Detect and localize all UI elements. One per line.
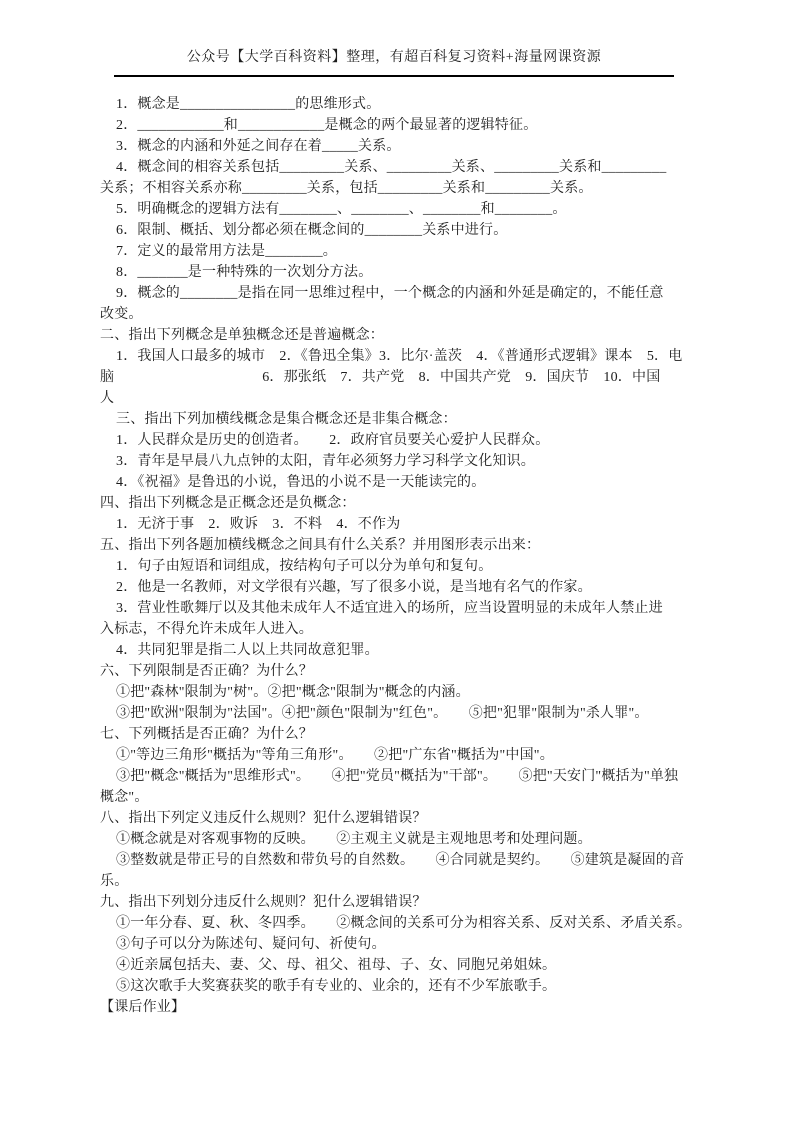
document-line: 5．明确概念的逻辑方法有________、________、________和________。: [116, 202, 567, 217]
document-line: 四、指出下列概念是正概念还是负概念：: [100, 496, 356, 511]
document-line: ①一年分春、夏、秋、冬四季。 ②概念间的关系可分为相容关系、反对关系、矛盾关系。: [116, 916, 692, 931]
document-line: 五、指出下列各题加横线概念之间具有什么关系？并用图形表示出来：: [100, 538, 541, 553]
document-line: 2．他是一名教师，对文学很有兴趣，写了很多小说，是当地有名气的作家。: [116, 580, 592, 595]
document-line: 9．概念的________是指在同一思维过程中，一个概念的内涵和外延是确定的，不能任意: [116, 286, 664, 301]
document-line: 2．____________和____________是概念的两个最显著的逻辑特征。: [116, 118, 538, 133]
document-line: ③整数就是带正号的自然数和带负号的自然数。 ④合同就是契约。 ⑤建筑是凝固的音: [116, 853, 685, 868]
page-header-note: 公众号【大学百科资料】整理，有超百科复习资料+海量网课资源: [114, 46, 674, 77]
document-line: 三、指出下列加横线概念是集合概念还是非集合概念：: [116, 412, 457, 427]
document-line: 九、指出下列划分违反什么规则？犯什么逻辑错误？: [100, 895, 427, 910]
document-line: 改变。: [100, 307, 143, 322]
document-line: 六、下列限制是否正确？为什么？: [100, 664, 313, 679]
document-line: ③把"欧洲"限制为"法国"。④把"颜色"限制为"红色"。 ⑤把"犯罪"限制为"杀人罪"。: [116, 706, 649, 721]
document-line: 4．《祝福》是鲁迅的小说，鲁迅的小说不是一天能读完的。: [116, 475, 486, 490]
document-line: 1．句子由短语和词组成，按结构句子可以分为单句和复句。: [116, 559, 493, 574]
document-line: [100, 367, 680, 388]
document-line: 3．青年是早晨八九点钟的太阳，青年必须努力学习科学文化知识。: [116, 454, 535, 469]
document-line: ④近亲属包括夫、妻、父、母、祖父、祖母、子、女、同胞兄弟姐妹。: [116, 958, 557, 973]
line-text: 脑: [100, 370, 115, 385]
document-line: ①"等边三角形"概括为"等角三角形"。 ②把"广东省"概括为"中国"。: [116, 748, 554, 763]
document-line: ①概念就是对客观事物的反映。 ②主观主义就是主观地思考和处理问题。: [116, 832, 592, 847]
document-line: 入标志，不得允许未成年人进入。: [100, 622, 313, 637]
document-line: ⑤这次歌手大奖赛获奖的歌手有专业的、业余的，还有不少军旅歌手。: [116, 979, 557, 994]
document-line: 人: [100, 391, 115, 406]
document-line: ①把"森林"限制为"树"。②把"概念"限制为"概念的内涵。: [116, 685, 470, 700]
document-body: [100, 94, 692, 1018]
document-line: 3．营业性歌舞厅以及其他未成年人不适宜进入的场所，应当设置明显的未成年人禁止进: [116, 601, 663, 616]
document-line: 1．人民群众是历史的创造者。 2．政府官员要关心爱护人民群众。: [116, 433, 550, 448]
document-line: 七、下列概括是否正确？为什么？: [100, 727, 313, 742]
document-line: 【课后作业】: [100, 1000, 186, 1015]
document-line: 1．无济于事 2．败诉 3．不料 4．不作为: [116, 517, 401, 532]
document-line: 3．概念的内涵和外延之间存在着_____关系。: [116, 139, 401, 154]
tab-gap: [114, 380, 262, 381]
document-line: 6．限制、概括、划分都必须在概念间的________关系中进行。: [116, 223, 508, 238]
document-line: 4．共同犯罪是指二人以上共同故意犯罪。: [116, 643, 379, 658]
document-line: 八、指出下列定义违反什么规则？犯什么逻辑错误？: [100, 811, 427, 826]
document-line: 7．定义的最常用方法是________。: [116, 244, 337, 259]
document-line: ③句子可以分为陈述句、疑问句、祈使句。: [116, 937, 386, 952]
document-line: 1．概念是________________的思维形式。: [116, 97, 381, 112]
document-line: 概念"。: [100, 790, 149, 805]
line-text: 6．那张纸 7．共产党 8．中国共产党 9．国庆节 10．中国: [262, 370, 661, 385]
document-line: 二、指出下列概念是单独概念还是普遍概念：: [100, 328, 384, 343]
document-line: 4．概念间的相容关系包括_________关系、_________关系、_________关系和_________: [116, 160, 667, 175]
document-line: 8．_______是一种特殊的一次划分方法。: [116, 265, 373, 280]
document-line: 1．我国人口最多的城市 2．《鲁迅全集》3．比尔·盖茨 4．《普通形式逻辑》课本 5．电: [116, 349, 683, 364]
document-line: 关系；不相容关系亦称_________关系，包括_________关系和_________关系。: [100, 181, 593, 196]
document-line: ③把"概念"概括为"思维形式"。 ④把"党员"概括为"干部"。 ⑤把"天安门"概括为"单独: [116, 769, 679, 784]
document-line: 乐。: [100, 874, 129, 889]
